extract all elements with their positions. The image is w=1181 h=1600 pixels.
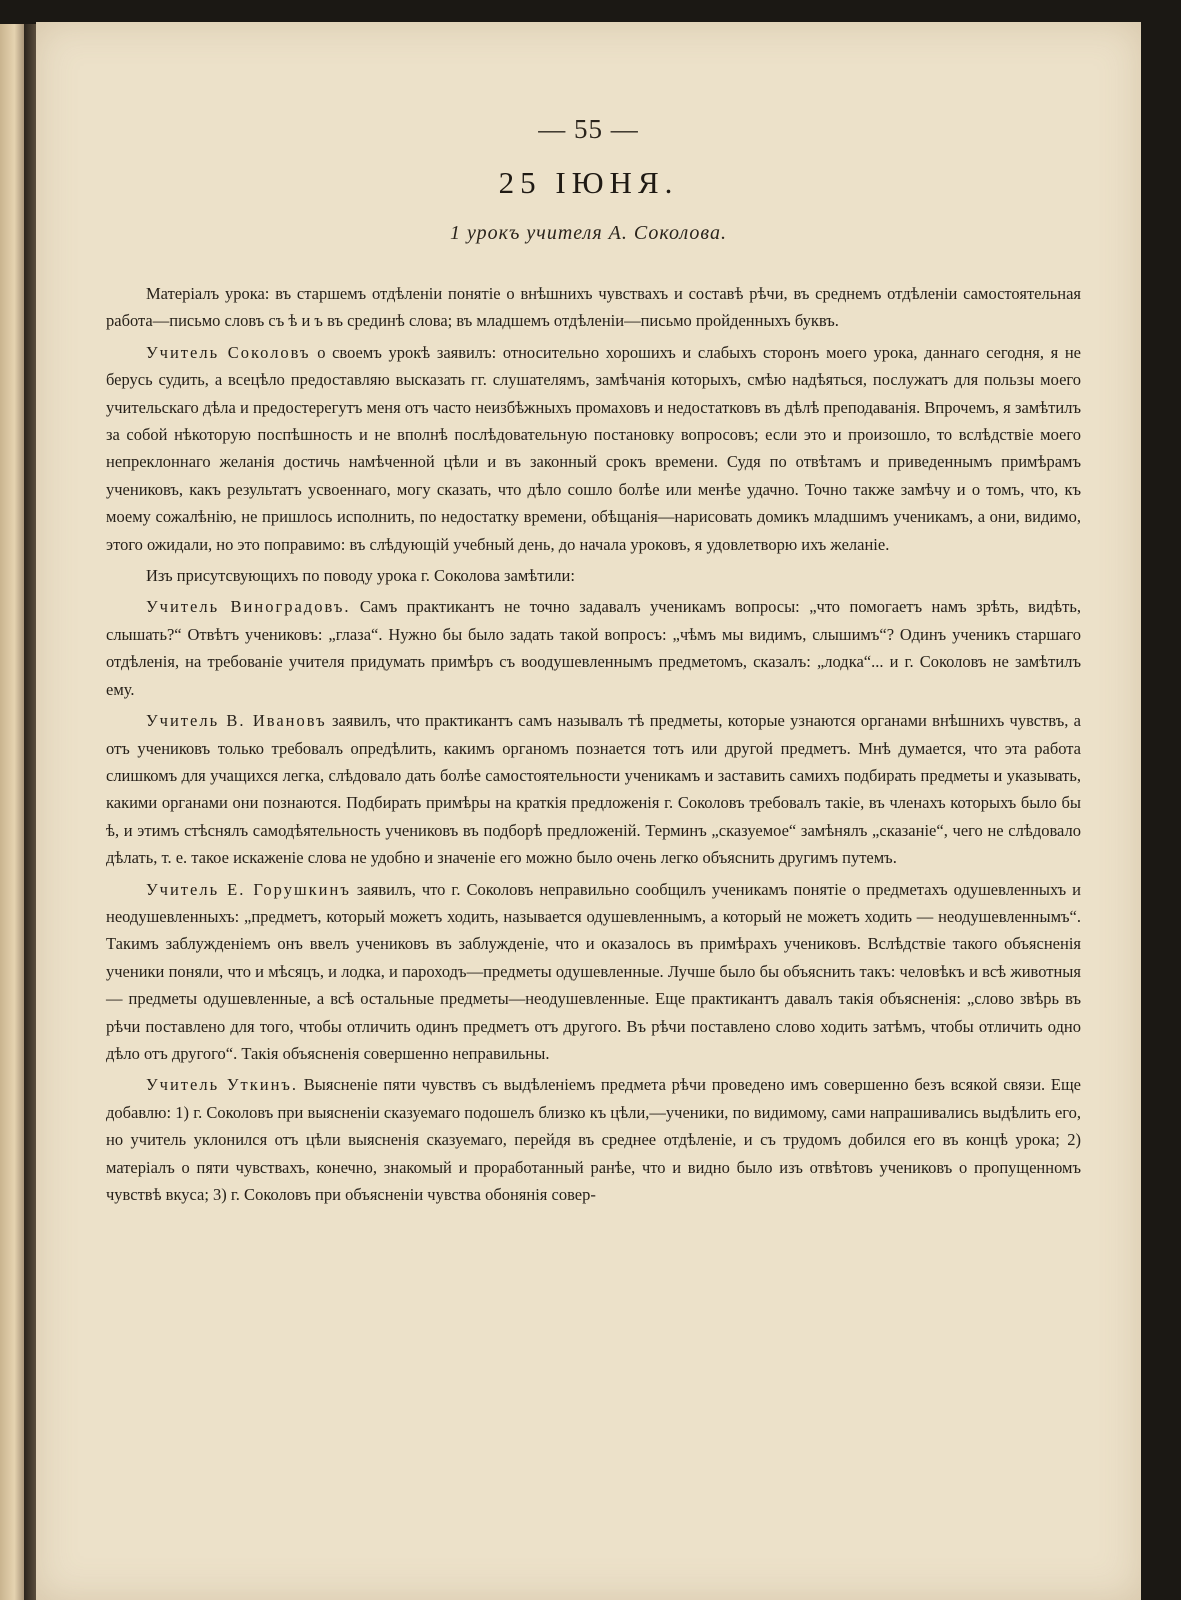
book-page (36, 22, 1141, 1600)
paragraph-text: Изъ присутсвующихъ по поводу урока г. Соколова замѣтили: (146, 566, 575, 586)
paragraph-text: заявилъ, что практикантъ самъ называлъ тѣ предметы, которые узнаются органами внѣшнихъ чувствъ, а отъ учениковъ только требовалъ опредѣлить, какимъ органомъ познается тотъ или другой предметъ. Мнѣ думается, что эта работа слишкомъ для учащихся легка, слѣдовало дать болѣе самостоятельности ученикамъ и заставить самихъ подбирать предметы и указывать, какими органами они познаются. Подбирать примѣры на краткія предложенія г. Соколовъ требовалъ такіе, въ членахъ которыхъ было бы ѣ, и этимъ стѣснялъ самодѣятельность учениковъ въ подборѣ предложеній. Терминъ „сказуемое“ замѣнялъ „сказаніе“, чего не слѣдовало дѣлать, т. е. такое искаженіе слова не удобно и значеніе его можно было очень легко объяснить другимъ путемъ. (106, 711, 1081, 868)
speaker-name: Учитель Соколовъ (146, 342, 311, 362)
book-gutter (24, 24, 36, 1600)
paragraph-gorushkin (106, 876, 1081, 1068)
paragraph-text: Самъ практикантъ не точно задавалъ ученикамъ вопросы: „что помогаетъ намъ зрѣть, видѣть, слышать?“ Отвѣтъ учениковъ: „глаза“. Нужно бы было задать такой вопросъ: „чѣмъ мы видимъ, слышимъ“? Одинъ ученикъ старшаго отдѣленія, на требованіе учителя придумать примѣръ съ воодушевленнымъ предметомъ, сказалъ: „лодка“... и г. Соколовъ не замѣтилъ ему. (106, 597, 1081, 699)
body-text (106, 280, 1081, 1212)
speaker-name: Учитель Виноградовъ. (146, 597, 351, 617)
speaker-name: Учитель Уткинъ. (146, 1075, 299, 1095)
paragraph-ivanov (106, 707, 1081, 871)
paragraph-sokolov (106, 339, 1081, 558)
paragraph-material (106, 280, 1081, 335)
page-number: — 55 — (538, 114, 639, 144)
paragraph-text: заявилъ, что г. Соколовъ неправильно сообщилъ ученикамъ понятіе о предметахъ одушевленныхъ и неодушевленныхъ: „предметъ, который можетъ ходить, называется одушевленнымъ, а который не можетъ ходить — неодушевленнымъ“. Такимъ заблужденіемъ онъ ввелъ учениковъ въ заблужденіе, что и оказалось въ примѣрахъ учениковъ. Вслѣдствіе такого объясненія ученики поняли, что и мѣсяцъ, и лодка, и пароходъ—предметы одушевленные. Лучше было бы объяснить такъ: человѣкъ и всѣ животныя — предметы одушевленные, а всѣ остальные предметы—неодушевленные. Еще практикантъ давалъ такія объясненія: „слово звѣрь въ рѣчи поставлено для того, чтобы отличить одинъ предметъ отъ другого. Въ рѣчи поставлено слово ходить затѣмъ, чтобы отличить одно дѣло отъ другого“. Такія объясненія совершенно неправильны. (106, 879, 1082, 1063)
speaker-name: Учитель Е. Горушкинъ (146, 879, 351, 899)
lesson-title: 1 урокъ учителя А. Соколова. (450, 222, 727, 244)
paragraph-text: Матеріалъ урока: въ старшемъ отдѣленіи понятіе о внѣшнихъ чувствахъ и составѣ рѣчи, въ среднемъ отдѣленіи самостоятельная работа—письмо словъ съ ѣ и ъ въ срединѣ слова; въ младшемъ отдѣленіи—письмо пройденныхъ буквъ. (106, 284, 1081, 331)
paragraph-vinogradov (106, 593, 1081, 703)
date-heading: 25 ІЮНЯ. (498, 165, 679, 200)
speaker-name: Учитель В. Ивановъ (146, 711, 327, 731)
previous-page-edge (0, 24, 24, 1600)
paragraph-text: о своемъ урокѣ заявилъ: относительно хорошихъ и слабыхъ сторонъ моего урока, даннаго сегодня, я не берусь судить, а всецѣло предоставляю высказать гг. слушателямъ, замѣчанія которыхъ, смѣю надѣяться, послужатъ для пользы моего учительскаго дѣла и предостерегутъ меня отъ часто неизбѣжныхъ промаховъ и недостатковъ въ дѣлѣ преподаванія. Впрочемъ, я замѣтилъ за собой нѣкоторую поспѣшность и не вполнѣ послѣдовательную постановку вопросовъ; если это и произошло, то вслѣдствіе моего непреклоннаго желанія достичь намѣченной цѣли и въ законный срокъ времени. Судя по отвѣтамъ и приведеннымъ примѣрамъ учениковъ, какъ результатъ усвоеннаго, могу сказать, что дѣло сошло болѣе или менѣе удачно. Точно также замѣчу и о томъ, что, къ моему сожалѣнію, не пришлось исполнить, по недостатку времени, обѣщанія—нарисовать домикъ младшимъ ученикамъ, а они, видимо, этого ожидали, но это поправимо: въ слѣдующій учебный день, до начала уроковъ, я удовлетворю ихъ желаніе. (106, 342, 1081, 554)
paragraph-remarks-intro (106, 562, 1081, 589)
paragraph-text: Выясненіе пяти чувствъ съ выдѣленіемъ предмета рѣчи проведено имъ совершенно безъ всякой связи. Еще добавлю: 1) г. Соколовъ при выясненіи сказуемаго подошелъ близко къ цѣли,—ученики, по видимому, сами напрашивались выдѣлить его, но учитель уклонился отъ цѣли выясненія сказуемаго, перейдя въ среднее отдѣленіе, и съ трудомъ добился его въ концѣ урока; 2) матеріалъ о пяти чувствахъ, конечно, знакомый и проработанный ранѣе, что и видно было изъ отвѣтовъ учениковъ о пропущенномъ чувствѣ вкуса; 3) г. Соколовъ при объясненіи чувства обонянія совер- (106, 1075, 1081, 1204)
paragraph-utkin (106, 1071, 1081, 1208)
